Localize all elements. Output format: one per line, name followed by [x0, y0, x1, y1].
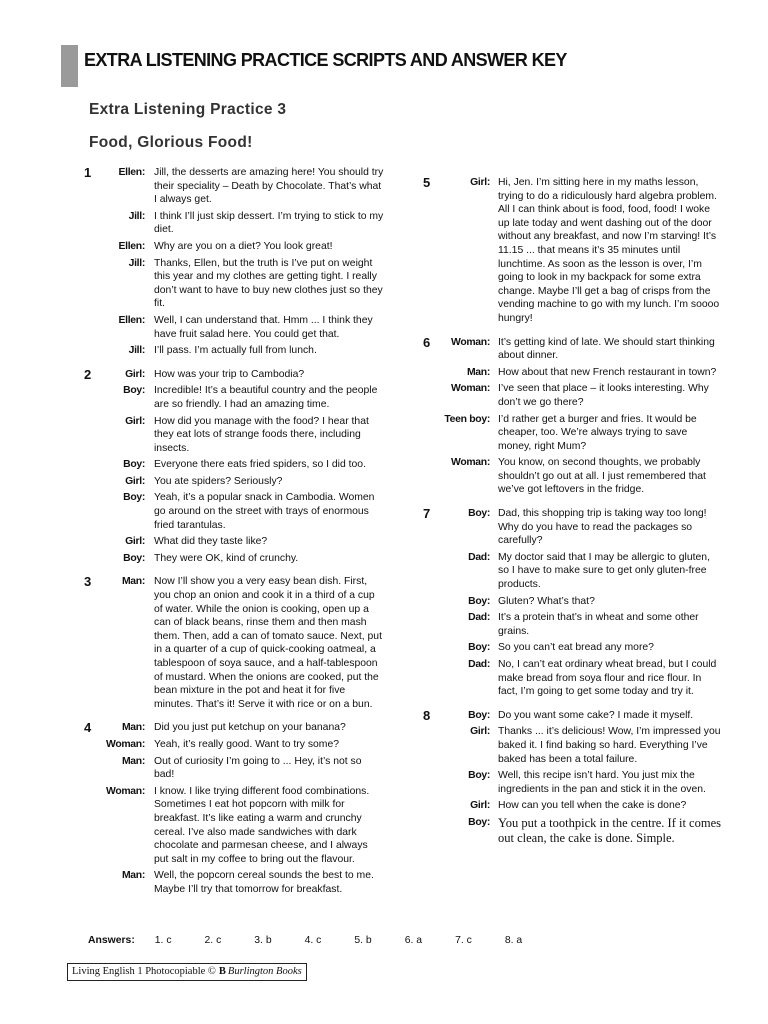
speaker-label: Woman: — [451, 383, 490, 395]
dialogue-line — [84, 384, 384, 411]
speech-text: So you can’t eat bread any more? — [498, 642, 654, 654]
speaker-label: Man: — [121, 576, 145, 588]
speech-text: I’d rather get a burger and fries. It would be cheaper, too. We’re always trying to save money, right Mum? — [498, 413, 697, 452]
speaker-label: Dad: — [468, 612, 490, 624]
speaker-label: Jill: — [128, 345, 145, 357]
speaker-label: Girl: — [125, 368, 145, 380]
dialogue-line — [84, 575, 384, 711]
speech-text: Well, this recipe isn’t hard. You just mix the ingredients in the pan and stick it in the oven. — [498, 770, 706, 795]
dialogue-line — [84, 458, 384, 472]
dialogue-line — [423, 336, 723, 363]
answer-4: 4. c — [304, 935, 322, 946]
dialogue-number: 7 — [423, 506, 431, 522]
speaker-label: Girl: — [125, 475, 145, 487]
speaker-label: Girl: — [125, 536, 145, 548]
page-title: EXTRA LISTENING PRACTICE SCRIPTS AND ANSWER KEY — [84, 50, 567, 70]
dialogue-line — [423, 456, 723, 497]
dialogue-line — [84, 344, 384, 358]
speaker-label: Woman: — [106, 785, 145, 797]
speaker-label: Boy: — [468, 642, 490, 654]
speech-text: How about that new French restaurant in town? — [498, 366, 717, 378]
speech-text: Did you just put ketchup on your banana? — [154, 722, 346, 734]
answer-5: 5. b — [354, 935, 372, 946]
speech-text: I know. I like trying different food combinations. Sometimes I eat hot popcorn with milk for breakfast. It’s like eating a warm and crunchy cereal. I’ve also made sandwiches with dark chocolate and parmesan cheese, and I always put salt in my coffee to bring out the flavour. — [154, 785, 370, 865]
dialogue-2 — [84, 368, 384, 566]
dialogue-line — [84, 785, 384, 867]
speaker-label: Dad: — [468, 551, 490, 563]
dialogue-line — [84, 869, 384, 896]
speaker-label: Girl: — [470, 800, 490, 812]
speaker-label: Jill: — [128, 257, 145, 269]
section-subtitle: Food, Glorious Food! — [89, 134, 253, 151]
speech-text: It’s a protein that’s in wheat and some other grains. — [498, 612, 699, 637]
speech-text: Jill, the desserts are amazing here! You should try their speciality – Death by Chocolate. That’s what I always get. — [154, 167, 384, 206]
dialogue-line — [84, 755, 384, 782]
footer-copyright — [67, 963, 307, 981]
dialogue-line — [84, 721, 384, 735]
speech-text: Well, I can understand that. Hmm ... I think they have fruit salad here. You could get that. — [154, 314, 373, 340]
dialogue-line — [423, 611, 723, 638]
section-title: Extra Listening Practice 3 — [89, 101, 287, 118]
answer-key — [88, 935, 555, 946]
speech-text: They were OK, kind of crunchy. — [154, 552, 299, 564]
answers-label: Answers: — [88, 935, 135, 946]
speech-text: Everyone there eats fried spiders, so I did too. — [154, 459, 366, 471]
dialogue-line — [423, 769, 723, 796]
speaker-label: Boy: — [468, 595, 490, 607]
dialogue-line — [84, 166, 384, 207]
speaker-label: Woman: — [451, 457, 490, 469]
speech-text: My doctor said that I may be allergic to gluten, so I have to make sure to get only gluten-free products. — [498, 551, 710, 591]
dialogue-number: 1 — [84, 165, 92, 180]
speech-text: I think I’ll just skip dessert. I’m trying to stick to my diet. — [154, 210, 384, 236]
speech-text: What did they taste like? — [154, 536, 268, 548]
speaker-label: Jill: — [128, 210, 145, 222]
speech-text: How was your trip to Cambodia? — [154, 368, 305, 380]
speech-text: Do you want some cake? I made it myself. — [498, 709, 694, 721]
dialogue-line — [423, 366, 723, 380]
dialogue-line — [423, 709, 723, 723]
dialogue-line — [84, 314, 384, 341]
answer-6: 6. a — [404, 935, 423, 946]
speech-text: Yeah, it’s really good. Want to try some? — [154, 738, 340, 750]
speaker-label: Man: — [466, 366, 490, 378]
speaker-label: Teen boy: — [444, 413, 490, 425]
answer-3: 3. b — [254, 935, 272, 946]
dialogue-line — [423, 595, 723, 609]
speech-text: You know, on second thoughts, we probably shouldn’t go out at all. I just remembered that we’ve got leftovers in the fridge. — [498, 457, 706, 496]
speaker-label: Boy: — [123, 385, 145, 397]
speech-text: Thanks ... it’s delicious! Wow, I’m impressed you baked it. I find baking so hard. Everything I’ve baked has been a total failure. — [498, 726, 721, 765]
speech-text: Well, the popcorn cereal sounds the best to me. Maybe I’ll try that tomorrow for breakfast. — [154, 870, 374, 895]
speech-text: I’ve seen that place – it looks interesting. Why don’t we go there? — [498, 383, 709, 408]
speaker-label: Boy: — [123, 492, 145, 504]
speech-text: Gluten? What’s that? — [498, 595, 595, 607]
speaker-label: Man: — [121, 870, 145, 882]
dialogue-line — [84, 240, 384, 254]
speaker-label: Man: — [121, 722, 145, 734]
speaker-label: Girl: — [125, 415, 145, 427]
speaker-label: Dad: — [468, 659, 490, 670]
dialogue-number: 3 — [84, 574, 92, 590]
speech-text: Now I’ll show you a very easy bean dish. First, you chop an onion and cook it in a third of a cup of water. While the onion is cooking, open up a can of black beans, rinse them and then mash them. Then, add a can of tomato sauce. Next, put in a quarter of a cup of quick-cooking oatmeal, a tablespoon of soya sauce, and a half-tablespoon of mustard. When the onions are cooked, put the bean mixture in the pot and heat it for five minutes. That’s it! Serve it with rice or on a bun. — [154, 576, 382, 710]
dialogue-line — [84, 552, 384, 566]
speaker-label: Ellen: — [118, 314, 145, 326]
dialogue-number: 2 — [84, 366, 92, 382]
dialogue-line — [84, 491, 384, 532]
right-column — [423, 176, 723, 856]
speech-text: Incredible! It’s a beautiful country and the people are so friendly. I had an amazing time. — [154, 385, 378, 410]
speaker-label: Woman: — [451, 336, 490, 348]
speaker-label: Ellen: — [118, 167, 145, 178]
speech-text: I’ll pass. I’m actually full from lunch. — [154, 345, 317, 357]
speaker-label: Ellen: — [118, 240, 145, 252]
dialogue-line — [423, 382, 723, 409]
speaker-label: Man: — [121, 755, 145, 767]
speech-text: How can you tell when the cake is done? — [498, 800, 687, 812]
speech-text: Why are you on a diet? You look great! — [154, 240, 333, 252]
dialogue-8 — [423, 709, 723, 846]
dialogue-number: 6 — [423, 334, 431, 350]
speech-text: Dad, this shopping trip is taking way too long! Why do you have to read the packages so carefully? — [498, 508, 707, 547]
dialogue-line — [423, 658, 723, 699]
dialogue-line — [423, 507, 723, 548]
dialogue-line — [423, 413, 723, 454]
speech-text: You ate spiders? Seriously? — [154, 475, 283, 487]
answer-2: 2. c — [204, 935, 222, 946]
dialogue-line — [84, 368, 384, 382]
dialogue-line — [423, 551, 723, 592]
dialogue-line — [84, 738, 384, 752]
dialogue-line — [84, 415, 384, 456]
dialogue-4 — [84, 721, 384, 896]
speaker-label: Boy: — [123, 552, 145, 564]
dialogue-number: 4 — [84, 720, 92, 736]
dialogue-7 — [423, 507, 723, 699]
answer-1: 1. c — [154, 935, 172, 946]
header-accent-bar — [61, 45, 78, 87]
dialogue-3 — [84, 575, 384, 711]
dialogue-number: 5 — [423, 175, 431, 190]
speech-text: Out of curiosity I’m going to ... Hey, it’s not so bad! — [154, 755, 362, 781]
dialogue-line — [423, 725, 723, 766]
speech-text: Yeah, it’s a popular snack in Cambodia. Women go around on the street with trays of enormous fried tarantulas. — [154, 492, 375, 531]
speaker-label: Boy: — [468, 770, 490, 782]
left-column — [84, 166, 384, 907]
dialogue-line — [423, 816, 723, 846]
speech-text: It’s getting kind of late. We should start thinking about dinner. — [498, 336, 715, 362]
speaker-label: Boy: — [123, 459, 145, 471]
speaker-label: Boy: — [468, 816, 490, 828]
dialogue-line — [423, 799, 723, 813]
speaker-label: Girl: — [470, 726, 490, 738]
dialogue-line — [84, 475, 384, 489]
speaker-label: Boy: — [468, 508, 490, 520]
dialogue-5 — [423, 176, 723, 326]
speech-text: Thanks, Ellen, but the truth is I’ve put on weight this year and my clothes are getting tight. I really don’t want to have to buy new clothes just so they fit. — [154, 257, 383, 310]
answer-7: 7. c — [455, 935, 472, 946]
speech-text: Hi, Jen. I’m sitting here in my maths lesson, trying to do a ridiculously hard algebra problem. All I can think about is food, food, food! I woke up late today and went dashing out of the door without any breakfast, and now I’m starving! It’s 11.15 ... that means it’s 35 minutes until lunchtime. As soon as the lesson is over, I’m going to look in my backpack for some extra change. Maybe I’ll get a bag of crisps from the vending machine to go with my lunch. I’m soooo hungry! — [498, 177, 720, 324]
dialogue-6 — [423, 336, 723, 498]
dialogue-line — [423, 641, 723, 655]
dialogue-line — [84, 535, 384, 549]
dialogue-line — [84, 257, 384, 311]
speaker-label: Boy: — [468, 709, 490, 721]
speaker-label: Girl: — [470, 177, 490, 188]
speech-text: No, I can’t eat ordinary wheat bread, but I could make bread from soya flour and rice flour. In fact, I’m going to get some today and try it. — [498, 659, 717, 698]
speech-text: You put a toothpick in the centre. If it comes out clean, the cake is done. Simple. — [498, 815, 721, 845]
dialogue-line — [84, 210, 384, 237]
footer-text: Living English 1 Photocopiable © — [72, 966, 216, 977]
dialogue-line — [423, 176, 723, 326]
publisher-logo: B — [218, 966, 226, 977]
speaker-label: Woman: — [106, 738, 145, 750]
dialogue-1 — [84, 166, 384, 358]
dialogue-number: 8 — [423, 707, 431, 723]
speech-text: How did you manage with the food? I hear that they eat lots of strange foods there, including insects. — [154, 415, 369, 454]
publisher-name: Burlington Books — [227, 966, 302, 977]
answer-8: 8. a — [504, 935, 523, 946]
